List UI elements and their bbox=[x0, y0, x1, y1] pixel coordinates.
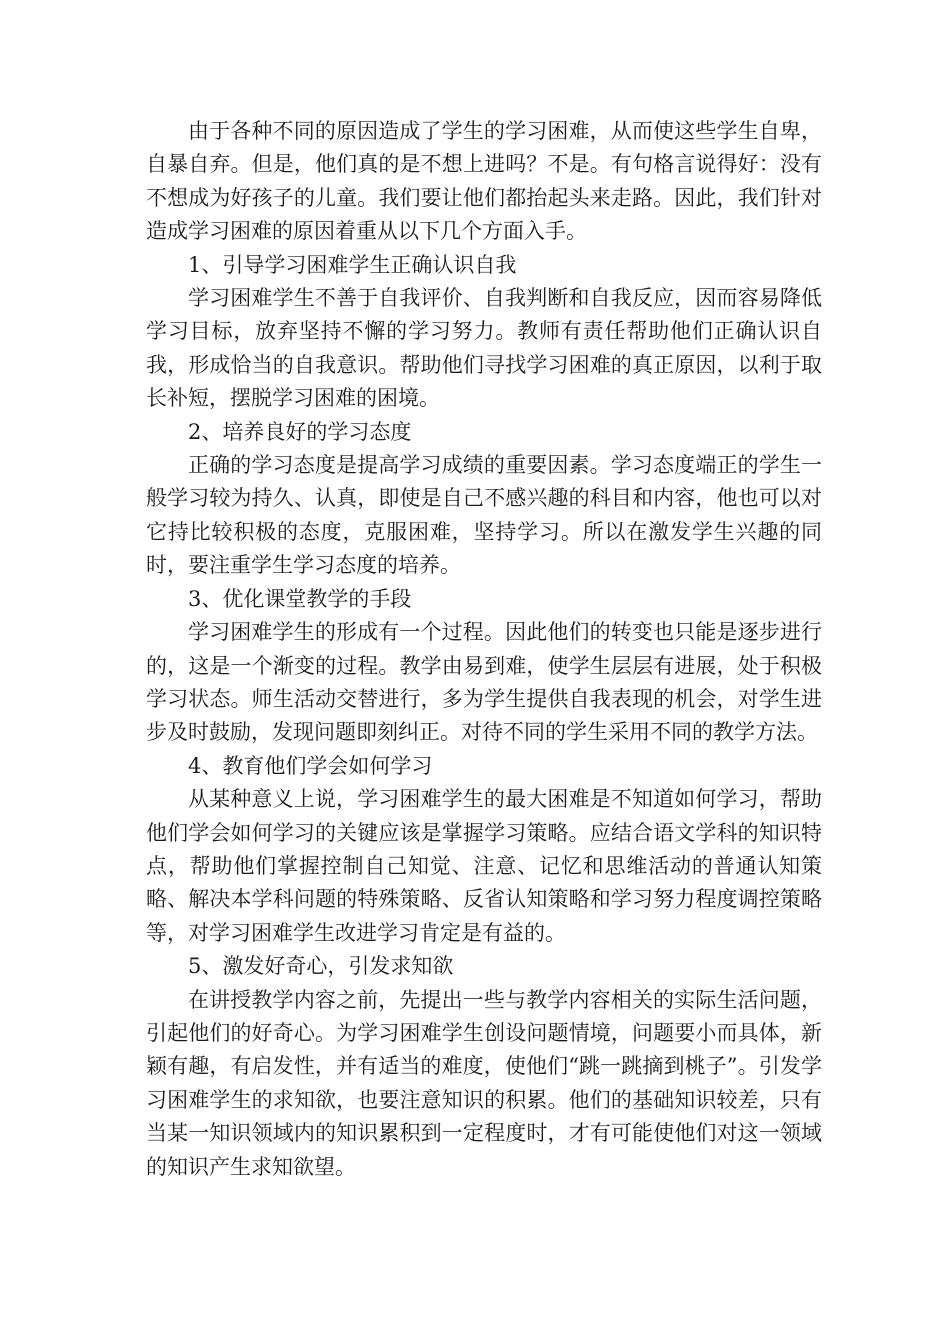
section-paragraph-1: 学习困难学生不善于自我评价、自我判断和自我反应，因而容易降低学习目标，放弃坚持不懈的学习努力。教师有责任帮助他们正确认识自我，形成恰当的自我意识。帮助他们寻找学习困难的真正原因，以利于取长补短，摆脱学习困难的困境。 bbox=[146, 286, 822, 411]
section-paragraph-3: 学习困难学生的形成有一个过程。因此他们的转变也只能是逐步进行的，这是一个渐变的过程。教学由易到难，使学生层层有进展，处于积极学习状态。师生活动交替进行，多为学生提供自我表现的机会，对学生进步及时鼓励，发现问题即刻纠正。对待不同的学生采用不同的教学方法。 bbox=[146, 620, 822, 745]
document-body bbox=[146, 115, 822, 1184]
section-heading-2: 2、培养良好的学习态度 bbox=[188, 419, 412, 444]
section-heading-5: 5、激发好奇心，引发求知欲 bbox=[188, 954, 454, 979]
section-heading-3: 3、优化课堂教学的手段 bbox=[188, 586, 412, 611]
intro-paragraph: 由于各种不同的原因造成了学生的学习困难，从而使这些学生自卑，自暴自弃。但是，他们真的是不想上进吗？不是。有句格言说得好：没有不想成为好孩子的儿童。我们要让他们都抬起头来走路。因此，我们针对造成学习困难的原因着重从以下几个方面入手。 bbox=[146, 119, 822, 244]
section-paragraph-4: 从某种意义上说，学习困难学生的最大困难是不知道如何学习，帮助他们学会如何学习的关键应该是掌握学习策略。应结合语文学科的知识特点，帮助他们掌握控制自己知觉、注意、记忆和思维活动的普通认知策略、解决本学科问题的特殊策略、反省认知策略和学习努力程度调控策略等，对学习困难学生改进学习肯定是有益的。 bbox=[146, 787, 822, 945]
section-heading-1: 1、引导学习困难学生正确认识自我 bbox=[188, 252, 517, 277]
section-paragraph-2: 正确的学习态度是提高学习成绩的重要因素。学习态度端正的学生一般学习较为持久、认真，即使是自己不感兴趣的科目和内容，他也可以对它持比较积极的态度，克服困难，坚持学习。所以在激发学生兴趣的同时，要注重学生学习态度的培养。 bbox=[146, 453, 822, 578]
section-heading-4: 4、教育他们学会如何学习 bbox=[188, 753, 433, 778]
section-paragraph-5: 在讲授教学内容之前，先提出一些与教学内容相关的实际生活问题，引起他们的好奇心。为学习困难学生创设问题情境，问题要小而具体，新颖有趣，有启发性，并有适当的难度，使他们“跳一跳摘到桃子”。引发学习困难学生的求知欲，也要注意知识的积累。他们的基础知识较差，只有当某一知识领域内的知识累积到一定程度时，才有可能使他们对这一领域的知识产生求知欲望。 bbox=[146, 987, 822, 1179]
